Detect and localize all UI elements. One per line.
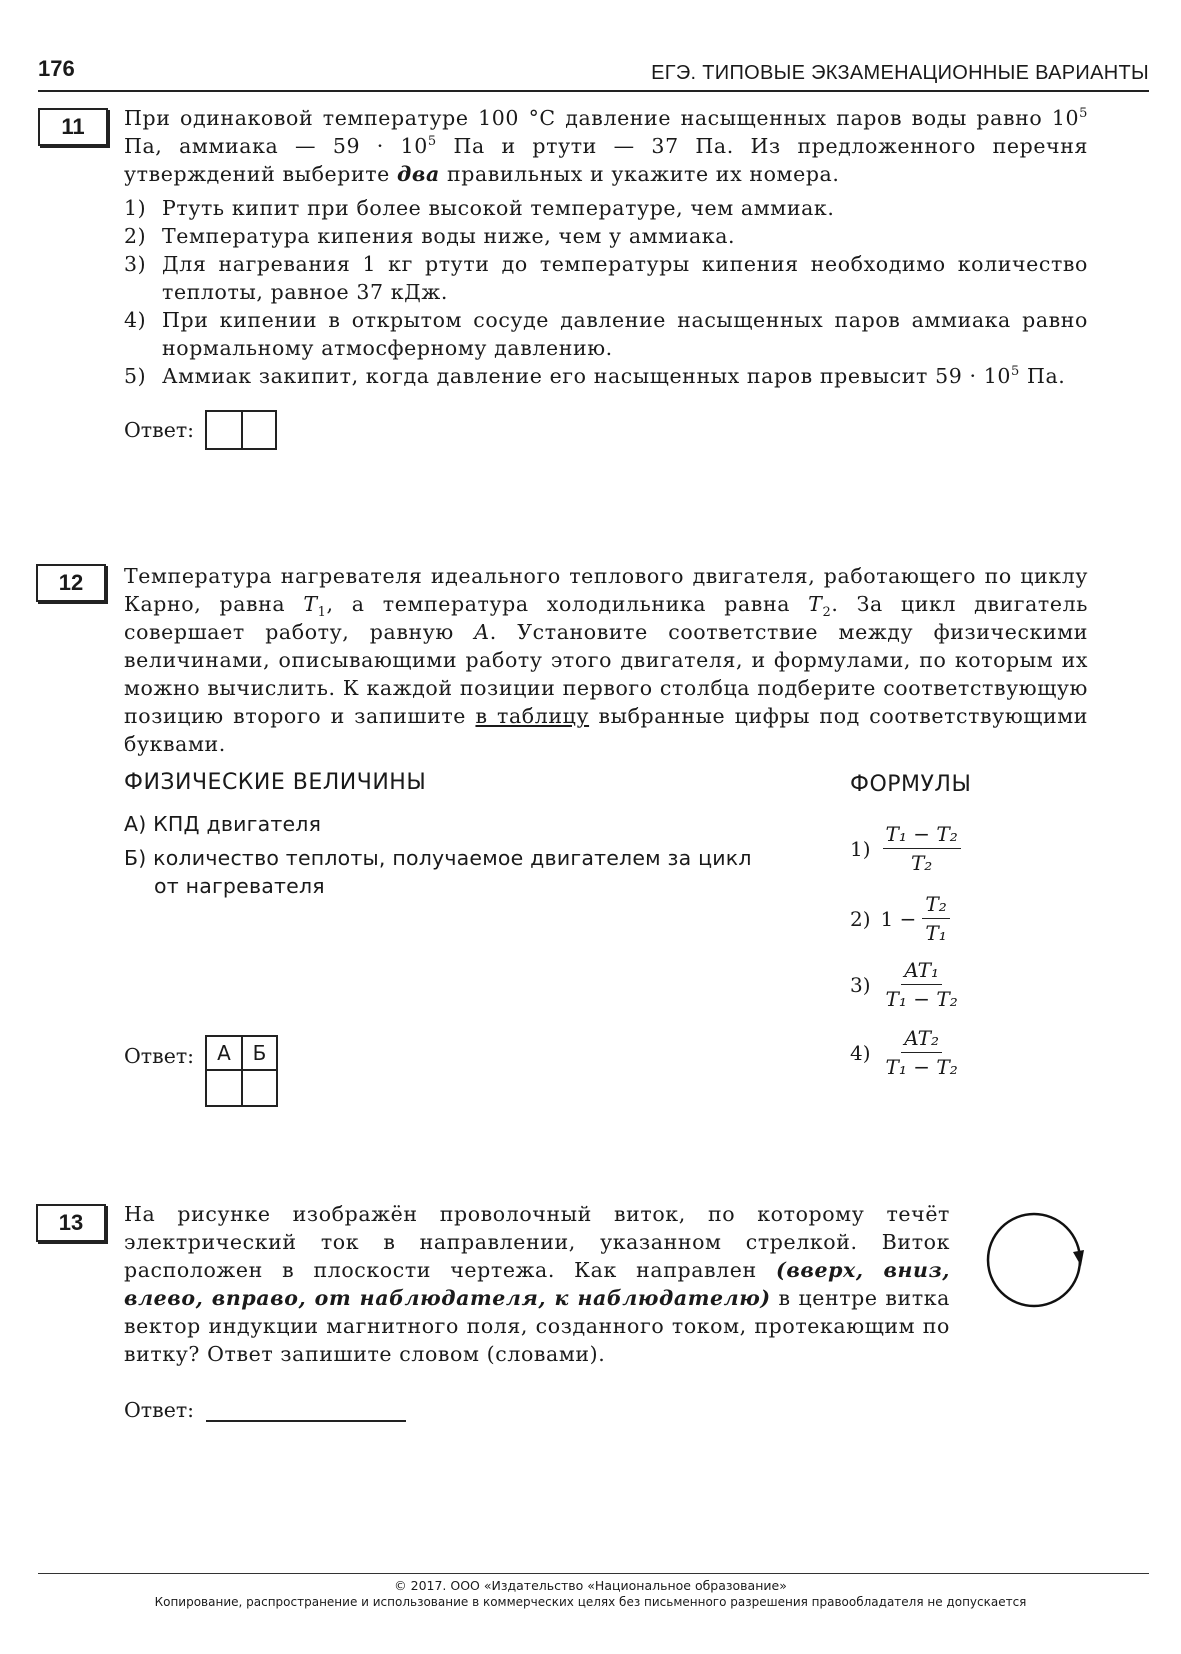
current-direction-arrow <box>1073 1250 1084 1266</box>
option-3: 3) Для нагревания 1 кг ртути до температуры кипения необходимо количество теплоты, равное 37 кДж. <box>124 252 1088 304</box>
option-4: 4) При кипении в открытом сосуде давление насыщенных паров аммиака равно нормальному атмосферному давлению. <box>124 308 1088 360</box>
formula-3: 3) $\frac{\text{AT₁}}{\text{T₁ − T₂}}$ <box>850 958 958 1011</box>
answer-table-header-b: Б <box>241 1035 278 1071</box>
quantity-b-cont: от нагревателя <box>154 874 325 898</box>
copyright-notice: Копирование, распространение и использование в коммерческих целях без письменного разрешения правообладателя не допускается <box>154 1595 1027 1609</box>
task-11-answer-cell-1[interactable] <box>205 410 243 450</box>
header-rule <box>38 90 1149 92</box>
answer-table-header-a: А <box>205 1035 243 1071</box>
quantity-b: Б) количество теплоты, получаемое двигателем за цикл <box>124 846 752 870</box>
formula-2: 2) 1 − $\frac{\text{T₂}}{\text{T₁}}$ <box>850 892 950 945</box>
option-5: 5) Аммиак закипит, когда давление его насыщенных паров превысит $59 \cdot 10^5$ Па. <box>124 364 1066 388</box>
task-12-text: Температура нагревателя идеального теплового двигателя, работающего по циклу Карно, равна $T_1$, а температура холодильника равна $T_2$. За цикл двигатель совершает работу, равную A. Установите соответствие между физическими величинами, описывающими работу этого двигателя, и формулами, по которым их можно вычислить. К каждой позиции первого столбца подберите соответствующую позицию второго и запишите в таблицу выбранные цифры под соответствующими буквами. <box>124 564 1089 756</box>
page-number: 176 <box>38 56 75 81</box>
option-2: 2) Температура кипения воды ниже, чем у аммиака. <box>124 224 736 248</box>
task-number-11: 11 <box>38 108 108 146</box>
task-11-options <box>124 194 1088 390</box>
quantity-a: А) КПД двигателя <box>124 812 322 836</box>
formula-4: 4) $\frac{\text{AT₂}}{\text{T₁ − T₂}}$ <box>850 1026 958 1079</box>
task-11-answer-cell-2[interactable] <box>241 410 277 450</box>
task-number-13: 13 <box>36 1204 106 1242</box>
formula-1: 1) $\frac{\text{T₁ − T₂}}{\text{T₂}}$ <box>850 822 961 875</box>
formulas-heading: ФОРМУЛЫ <box>850 772 972 797</box>
task-13-text: На рисунке изображён проволочный виток, по которому течёт электрический ток в направлении, указанном стрелкой. Виток расположен в плоскости чертежа. Как направлен (вверх, вниз, влево, вправо, от наблюдателя, к наблюдателю) в центре витка вектор индукции магнитного поля, созданного током, протекающим по витку? Ответ запишите словом (словами). <box>124 1202 950 1366</box>
task-12-answer-label: Ответ: <box>124 1044 195 1068</box>
physical-quantities-heading: ФИЗИЧЕСКИЕ ВЕЛИЧИНЫ <box>124 770 427 795</box>
footer-rule <box>38 1573 1149 1574</box>
task-13-answer-label: Ответ: <box>124 1398 195 1422</box>
answer-cell-b[interactable] <box>241 1069 278 1107</box>
copyright-line: © 2017. ООО «Издательство «Национальное образование» <box>394 1578 787 1593</box>
wire-loop-circle <box>988 1214 1080 1306</box>
answer-cell-a[interactable] <box>205 1069 243 1107</box>
wire-loop-diagram <box>980 1206 1090 1314</box>
task-11-text: При одинаковой температуре 100 °C давление насыщенных паров воды равно $10^5$ Па, аммиака — $59 \cdot 10^5$ Па и ртути — 37 Па. Из предложенного перечня утверждений выберите два правильных и укажите их номера. <box>124 106 1088 186</box>
task-number-12: 12 <box>36 564 106 602</box>
running-header: ЕГЭ. ТИПОВЫЕ ЭКЗАМЕНАЦИОННЫЕ ВАРИАНТЫ <box>651 62 1149 84</box>
task-13-answer-line[interactable] <box>206 1420 406 1422</box>
task-11-answer-label: Ответ: <box>124 418 195 442</box>
option-1: 1) Ртуть кипит при более высокой температуре, чем аммиак. <box>124 196 835 220</box>
